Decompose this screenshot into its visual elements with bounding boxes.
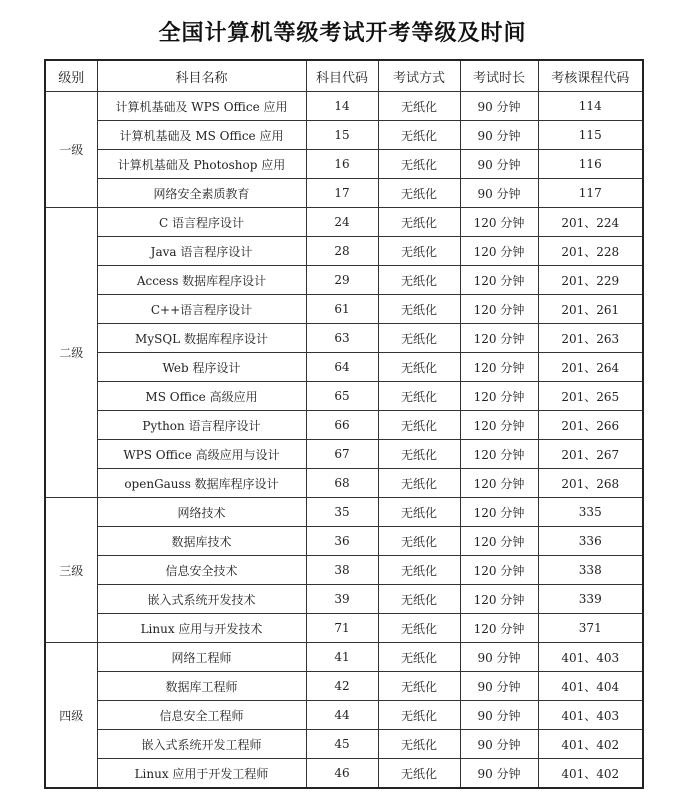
table-row	[45, 730, 643, 759]
method-cell: 无纸化	[378, 324, 460, 353]
subject-cell: openGauss 数据库程序设计	[97, 469, 306, 498]
header-subject: 科目名称	[97, 60, 306, 92]
table-row	[45, 556, 643, 585]
table-row	[45, 353, 643, 382]
duration-cell: 90 分钟	[460, 121, 538, 150]
table-row	[45, 295, 643, 324]
table-row	[45, 643, 643, 672]
table-row	[45, 411, 643, 440]
method-cell: 无纸化	[378, 121, 460, 150]
method-cell: 无纸化	[378, 556, 460, 585]
method-cell: 无纸化	[378, 469, 460, 498]
code-cell: 67	[306, 440, 378, 469]
header-method: 考试方式	[378, 60, 460, 92]
method-cell: 无纸化	[378, 585, 460, 614]
header-courses: 考核课程代码	[538, 60, 643, 92]
method-cell: 无纸化	[378, 440, 460, 469]
subject-cell: MS Office 高级应用	[97, 382, 306, 411]
table-row	[45, 701, 643, 730]
courses-cell: 201、267	[538, 440, 643, 469]
method-cell: 无纸化	[378, 701, 460, 730]
duration-cell: 90 分钟	[460, 730, 538, 759]
code-cell: 61	[306, 295, 378, 324]
header-duration: 考试时长	[460, 60, 538, 92]
subject-cell: 网络安全素质教育	[97, 179, 306, 208]
code-cell: 16	[306, 150, 378, 179]
table-row	[45, 498, 643, 527]
level-cell: 一级	[45, 92, 97, 208]
method-cell: 无纸化	[378, 411, 460, 440]
duration-cell: 90 分钟	[460, 92, 538, 121]
courses-cell: 201、265	[538, 382, 643, 411]
courses-cell: 401、403	[538, 643, 643, 672]
table-row	[45, 208, 643, 237]
subject-cell: 计算机基础及 Photoshop 应用	[97, 150, 306, 179]
code-cell: 71	[306, 614, 378, 643]
level-cell: 二级	[45, 208, 97, 498]
duration-cell: 120 分钟	[460, 440, 538, 469]
subject-cell: 计算机基础及 WPS Office 应用	[97, 92, 306, 121]
courses-cell: 114	[538, 92, 643, 121]
courses-cell: 201、224	[538, 208, 643, 237]
courses-cell: 115	[538, 121, 643, 150]
subject-cell: Linux 应用与开发技术	[97, 614, 306, 643]
duration-cell: 90 分钟	[460, 759, 538, 789]
code-cell: 35	[306, 498, 378, 527]
duration-cell: 120 分钟	[460, 469, 538, 498]
method-cell: 无纸化	[378, 498, 460, 527]
method-cell: 无纸化	[378, 730, 460, 759]
subject-cell: 计算机基础及 MS Office 应用	[97, 121, 306, 150]
code-cell: 64	[306, 353, 378, 382]
header-row	[45, 60, 643, 92]
code-cell: 66	[306, 411, 378, 440]
subject-cell: Web 程序设计	[97, 353, 306, 382]
code-cell: 39	[306, 585, 378, 614]
header-code: 科目代码	[306, 60, 378, 92]
code-cell: 68	[306, 469, 378, 498]
table-row	[45, 672, 643, 701]
code-cell: 15	[306, 121, 378, 150]
duration-cell: 120 分钟	[460, 411, 538, 440]
duration-cell: 120 分钟	[460, 498, 538, 527]
method-cell: 无纸化	[378, 643, 460, 672]
courses-cell: 117	[538, 179, 643, 208]
code-cell: 45	[306, 730, 378, 759]
table-row	[45, 382, 643, 411]
subject-cell: 信息安全工程师	[97, 701, 306, 730]
code-cell: 41	[306, 643, 378, 672]
code-cell: 24	[306, 208, 378, 237]
exam-table	[44, 59, 644, 789]
subject-cell: 信息安全技术	[97, 556, 306, 585]
method-cell: 无纸化	[378, 527, 460, 556]
table-row	[45, 150, 643, 179]
table-row	[45, 121, 643, 150]
code-cell: 38	[306, 556, 378, 585]
method-cell: 无纸化	[378, 672, 460, 701]
level-cell: 三级	[45, 498, 97, 643]
method-cell: 无纸化	[378, 266, 460, 295]
courses-cell: 201、228	[538, 237, 643, 266]
method-cell: 无纸化	[378, 353, 460, 382]
table-row	[45, 266, 643, 295]
subject-cell: Linux 应用于开发工程师	[97, 759, 306, 789]
method-cell: 无纸化	[378, 295, 460, 324]
table-row	[45, 759, 643, 789]
table-row	[45, 92, 643, 121]
subject-cell: Java 语言程序设计	[97, 237, 306, 266]
level-cell: 四级	[45, 643, 97, 789]
duration-cell: 120 分钟	[460, 237, 538, 266]
code-cell: 65	[306, 382, 378, 411]
courses-cell: 401、402	[538, 730, 643, 759]
courses-cell: 336	[538, 527, 643, 556]
courses-cell: 401、403	[538, 701, 643, 730]
courses-cell: 201、263	[538, 324, 643, 353]
table-row	[45, 440, 643, 469]
subject-cell: MySQL 数据库程序设计	[97, 324, 306, 353]
courses-cell: 335	[538, 498, 643, 527]
code-cell: 36	[306, 527, 378, 556]
subject-cell: 数据库工程师	[97, 672, 306, 701]
method-cell: 无纸化	[378, 208, 460, 237]
table-row	[45, 237, 643, 266]
subject-cell: C++语言程序设计	[97, 295, 306, 324]
table-row	[45, 469, 643, 498]
duration-cell: 120 分钟	[460, 295, 538, 324]
subject-cell: C 语言程序设计	[97, 208, 306, 237]
duration-cell: 120 分钟	[460, 527, 538, 556]
courses-cell: 401、404	[538, 672, 643, 701]
duration-cell: 90 分钟	[460, 672, 538, 701]
duration-cell: 120 分钟	[460, 353, 538, 382]
courses-cell: 201、229	[538, 266, 643, 295]
duration-cell: 120 分钟	[460, 208, 538, 237]
duration-cell: 120 分钟	[460, 266, 538, 295]
table-body	[45, 92, 643, 789]
subject-cell: 嵌入式系统开发技术	[97, 585, 306, 614]
method-cell: 无纸化	[378, 382, 460, 411]
subject-cell: Python 语言程序设计	[97, 411, 306, 440]
code-cell: 29	[306, 266, 378, 295]
duration-cell: 120 分钟	[460, 585, 538, 614]
courses-cell: 338	[538, 556, 643, 585]
method-cell: 无纸化	[378, 237, 460, 266]
table-row	[45, 585, 643, 614]
subject-cell: 数据库技术	[97, 527, 306, 556]
method-cell: 无纸化	[378, 614, 460, 643]
code-cell: 14	[306, 92, 378, 121]
table-row	[45, 527, 643, 556]
courses-cell: 371	[538, 614, 643, 643]
header-level: 级别	[45, 60, 97, 92]
duration-cell: 120 分钟	[460, 382, 538, 411]
courses-cell: 201、266	[538, 411, 643, 440]
subject-cell: Access 数据库程序设计	[97, 266, 306, 295]
courses-cell: 201、261	[538, 295, 643, 324]
courses-cell: 339	[538, 585, 643, 614]
code-cell: 42	[306, 672, 378, 701]
duration-cell: 120 分钟	[460, 614, 538, 643]
subject-cell: 嵌入式系统开发工程师	[97, 730, 306, 759]
method-cell: 无纸化	[378, 150, 460, 179]
method-cell: 无纸化	[378, 92, 460, 121]
courses-cell: 116	[538, 150, 643, 179]
duration-cell: 90 分钟	[460, 701, 538, 730]
code-cell: 44	[306, 701, 378, 730]
duration-cell: 120 分钟	[460, 324, 538, 353]
subject-cell: 网络技术	[97, 498, 306, 527]
table-row	[45, 324, 643, 353]
code-cell: 17	[306, 179, 378, 208]
table-row	[45, 179, 643, 208]
duration-cell: 90 分钟	[460, 643, 538, 672]
method-cell: 无纸化	[378, 179, 460, 208]
duration-cell: 120 分钟	[460, 556, 538, 585]
code-cell: 46	[306, 759, 378, 789]
page-title: 全国计算机等级考试开考等级及时间	[158, 21, 527, 46]
code-cell: 28	[306, 237, 378, 266]
code-cell: 63	[306, 324, 378, 353]
subject-cell: 网络工程师	[97, 643, 306, 672]
method-cell: 无纸化	[378, 759, 460, 789]
table-row	[45, 614, 643, 643]
courses-cell: 201、264	[538, 353, 643, 382]
duration-cell: 90 分钟	[460, 179, 538, 208]
courses-cell: 201、268	[538, 469, 643, 498]
subject-cell: WPS Office 高级应用与设计	[97, 440, 306, 469]
duration-cell: 90 分钟	[460, 150, 538, 179]
courses-cell: 401、402	[538, 759, 643, 789]
